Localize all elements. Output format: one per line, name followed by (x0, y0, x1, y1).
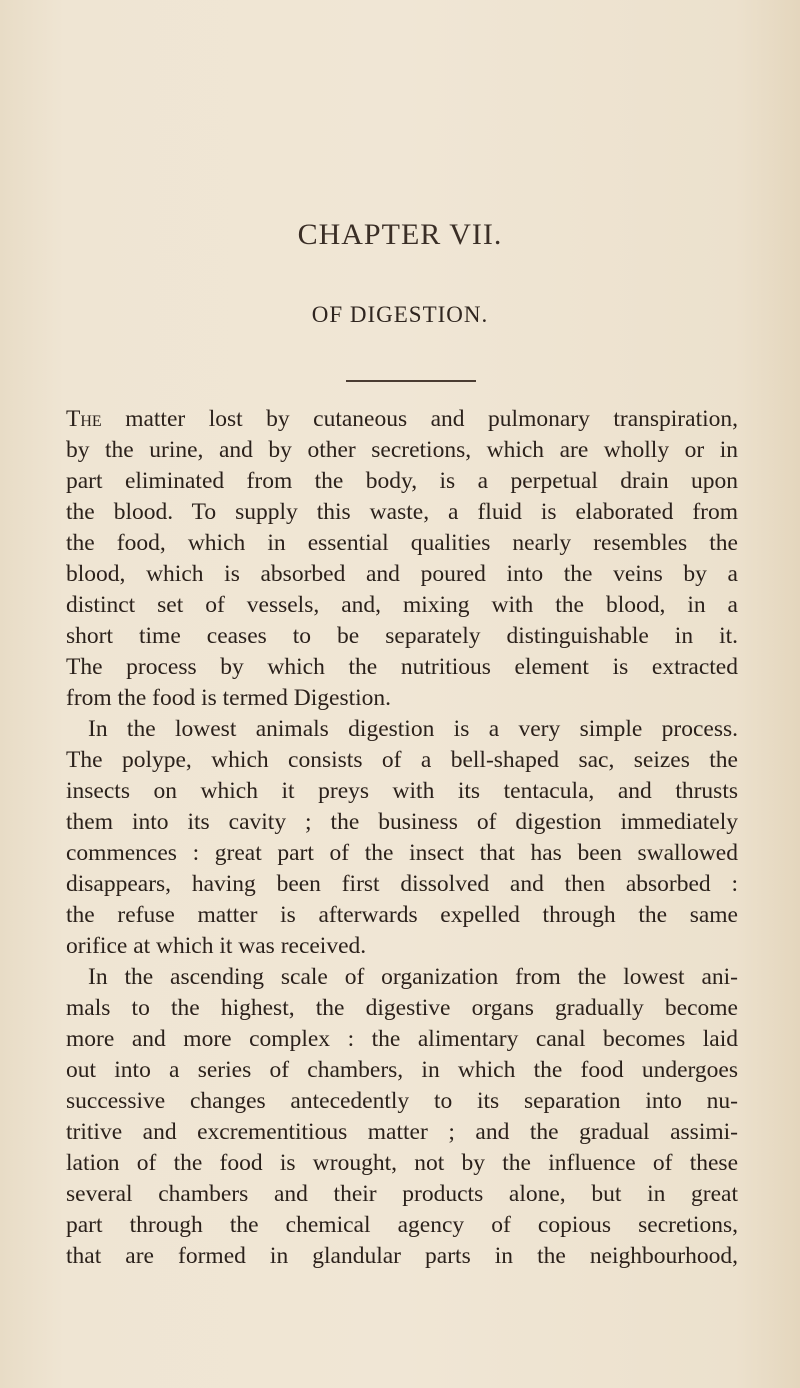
chapter-body (66, 404, 738, 1272)
text-line: from the food is termed Digestion. (66, 685, 392, 711)
text-line: out into a series of chambers, in which the food undergoes (66, 1057, 738, 1083)
text-line: The matter lost by cutaneous and pulmonary transpiration, (66, 406, 738, 432)
text-line: orifice at which it was received. (66, 933, 367, 959)
text-line: lation of the food is wrought, not by the influence of these (66, 1150, 738, 1176)
text-line: distinct set of vessels, and, mixing with the blood, in a (66, 592, 738, 618)
text-line: In the ascending scale of organization from the lowest ani- (88, 964, 738, 990)
text-line: commences : great part of the insect that has been swallowed (66, 840, 738, 866)
chapter-title: OF DIGESTION. (311, 302, 489, 327)
text-line: In the lowest animals digestion is a very simple process. (88, 716, 738, 742)
text-line: tritive and excrementitious matter ; and the gradual assimi- (66, 1119, 738, 1145)
text-line: insects on which it preys with its tentacula, and thrusts (66, 778, 738, 804)
text-line: the food, which in essential qualities nearly resembles the (66, 530, 738, 556)
text-line: several chambers and their products alone, but in great (66, 1181, 738, 1207)
text-line: blood, which is absorbed and poured into the veins by a (66, 561, 738, 587)
text-line: more and more complex : the alimentary canal becomes laid (66, 1026, 738, 1052)
opening-word: The (66, 406, 102, 432)
text-line: the refuse matter is afterwards expelled through the same (66, 902, 738, 928)
text-line: short time ceases to be separately distinguishable in it. (66, 623, 738, 649)
text-line: them into its cavity ; the business of digestion immediately (66, 809, 738, 835)
text-line: the blood. To supply this waste, a fluid is elaborated from (66, 499, 738, 525)
text-line: part eliminated from the body, is a perpetual drain upon (66, 468, 738, 494)
chapter-heading: CHAPTER VII. (297, 218, 503, 251)
text-line: by the urine, and by other secretions, which are wholly or in (66, 437, 738, 463)
text-line: successive changes antecedently to its separation into nu- (66, 1088, 738, 1114)
text-line: that are formed in glandular parts in the neighbourhood, (66, 1243, 738, 1269)
text-line: The polype, which consists of a bell-shaped sac, seizes the (66, 747, 738, 773)
text-line: The process by which the nutritious element is extracted (66, 654, 738, 680)
text-line: part through the chemical agency of copious secretions, (66, 1212, 738, 1238)
title-divider (346, 380, 476, 382)
text-line: disappears, having been first dissolved and then absorbed : (66, 871, 738, 897)
text-line: mals to the highest, the digestive organs gradually become (66, 995, 738, 1021)
